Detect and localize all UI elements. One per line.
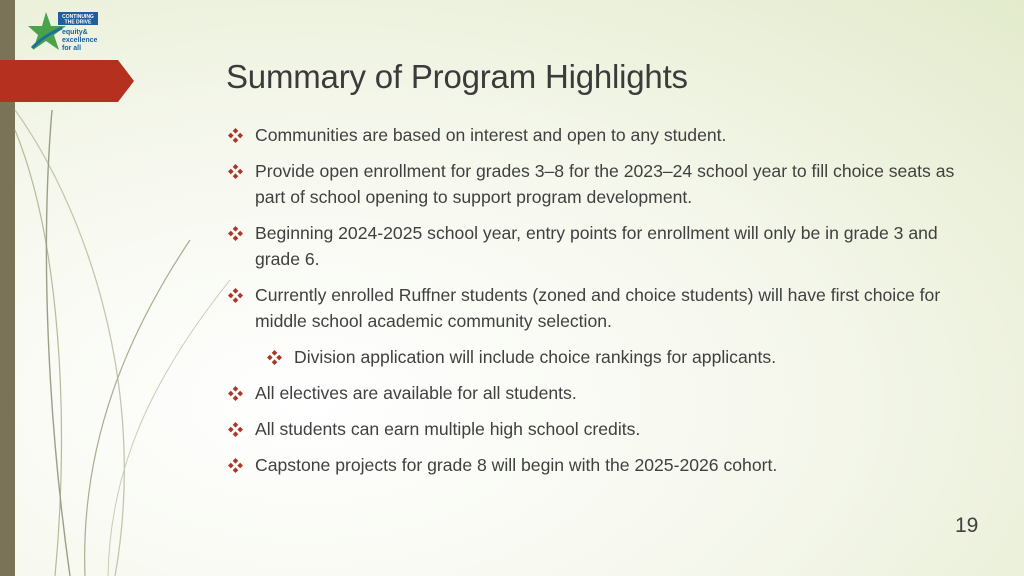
diamond-bullet-icon [228,226,243,241]
bullet-text: Capstone projects for grade 8 will begin with the 2025-2026 cohort. [255,455,778,475]
bullet-item [228,282,968,334]
bullet-item [228,416,968,442]
bullet-list [228,122,968,488]
logo-word-excellence: excellence [62,37,98,44]
bullet-text: Division application will include choice rankings for applicants. [294,347,777,367]
bullet-item [228,220,968,272]
bullet-item [228,158,968,210]
diamond-bullet-icon [228,386,243,401]
diamond-bullet-icon [267,350,282,365]
logo-line1: CONTINUING [62,14,94,20]
diamond-bullet-icon [228,128,243,143]
bullet-text: All electives are available for all students. [255,383,577,403]
page-number: 19 [955,514,979,537]
diamond-bullet-icon [228,422,243,437]
bullet-item [228,452,968,478]
diamond-bullet-icon [228,288,243,303]
logo-word-equity: equity& [62,29,88,36]
logo [28,10,108,64]
title-accent-tab [0,60,134,102]
bullet-item [228,122,968,148]
sub-bullet-item [267,344,968,370]
bullet-text: Beginning 2024-2025 school year, entry points for enrollment will only be in grade 3 and grade 6. [255,223,938,269]
logo-word-forall: for all [62,45,82,52]
logo-line2: THE DRIVE [64,19,92,26]
diamond-bullet-icon [228,458,243,473]
diamond-bullet-icon [228,164,243,179]
bullet-text: Provide open enrollment for grades 3–8 for the 2023–24 school year to fill choice seats as part of school opening to support program development. [255,161,955,207]
slide-title: Summary of Program Highlights [226,58,688,95]
bullet-item [228,380,968,406]
bullet-text: Currently enrolled Ruffner students (zoned and choice students) will have first choice for middle school academic community selection. [255,285,941,331]
bullet-text: Communities are based on interest and open to any student. [255,125,727,145]
bullet-text: All students can earn multiple high school credits. [255,419,641,439]
